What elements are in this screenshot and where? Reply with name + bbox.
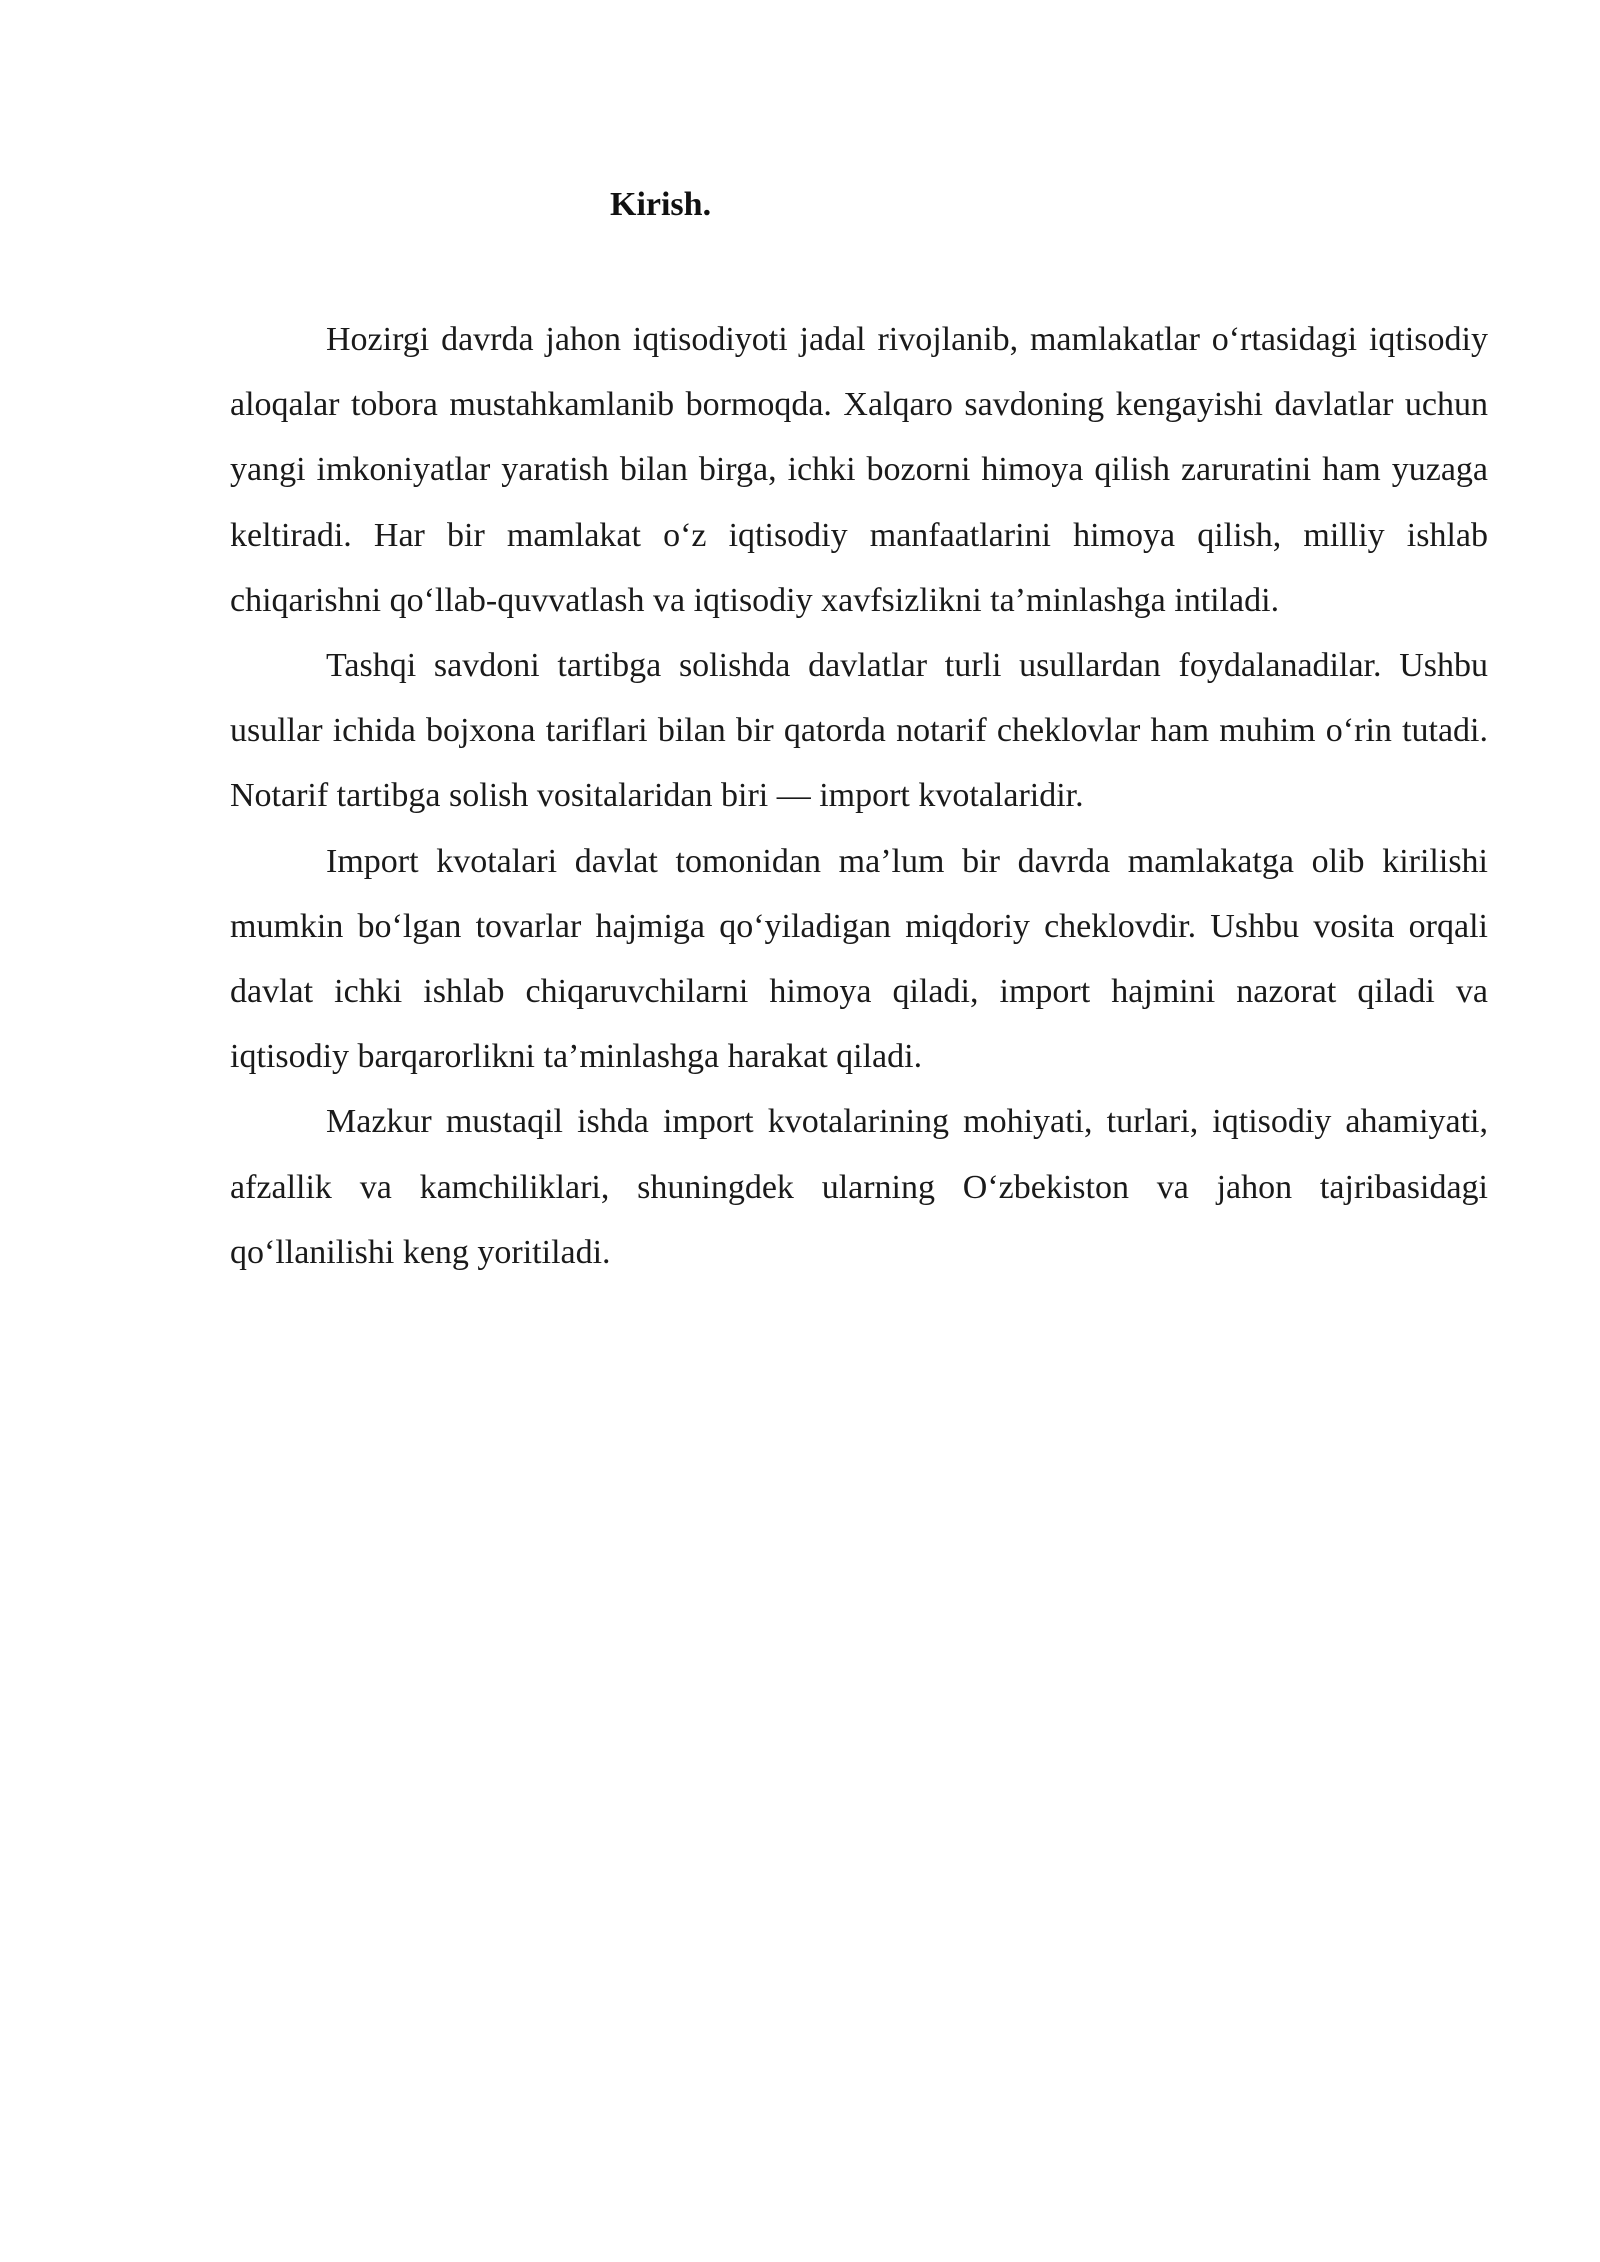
- paragraph-3: Import kvotalari davlat tomonidan ma’lum bir davrda mamlakatga olib kirilishi mumkin bo‘lgan tovarlar hajmiga qo‘yiladigan miqdoriy cheklovdir. Ushbu vosita orqali davlat ichki ishlab chiqaruvchilarni himoya qiladi, import hajmini nazorat qiladi va iqtisodiy barqarorlikni ta’minlashga harakat qiladi.: [230, 842, 1488, 1076]
- paragraph-2: Tashqi savdoni tartibga solishda davlatlar turli usullardan foydalanadilar. Ushbu usullar ichida bojxona tariflari bilan bir qatorda notarif cheklovlar ham muhim o‘rin tutadi. Notarif tartibga solish vositalaridan biri — import kvotalaridir.: [230, 647, 1488, 815]
- paragraph-4: Mazkur mustaqil ishda import kvotalarining mohiyati, turlari, iqtisodiy ahamiyati, afzallik va kamchiliklari, shuningdek ularning O‘zbekiston va jahon tajribasidagi qo‘llanilishi keng yoritiladi.: [230, 1103, 1488, 1271]
- paragraph-1: Hozirgi davrda jahon iqtisodiyoti jadal rivojlanib, mamlakatlar o‘rtasidagi iqtisodiy aloqalar tobora mustahkamlanib bormoqda. Xalqaro savdoning kengayishi davlatlar uchun yangi imkoniyatlar yaratish bilan birga, ichki bozorni himoya qilish zaruratini ham yuzaga keltiradi. Har bir mamlakat o‘z iqtisodiy manfaatlarini himoya qilish, milliy ishlab chiqarishni qo‘llab-quvvatlash va iqtisodiy xavfsizlikni ta’minlashga intiladi.: [230, 321, 1488, 619]
- document-body: [230, 307, 1488, 1285]
- section-title: Kirish.: [610, 186, 712, 223]
